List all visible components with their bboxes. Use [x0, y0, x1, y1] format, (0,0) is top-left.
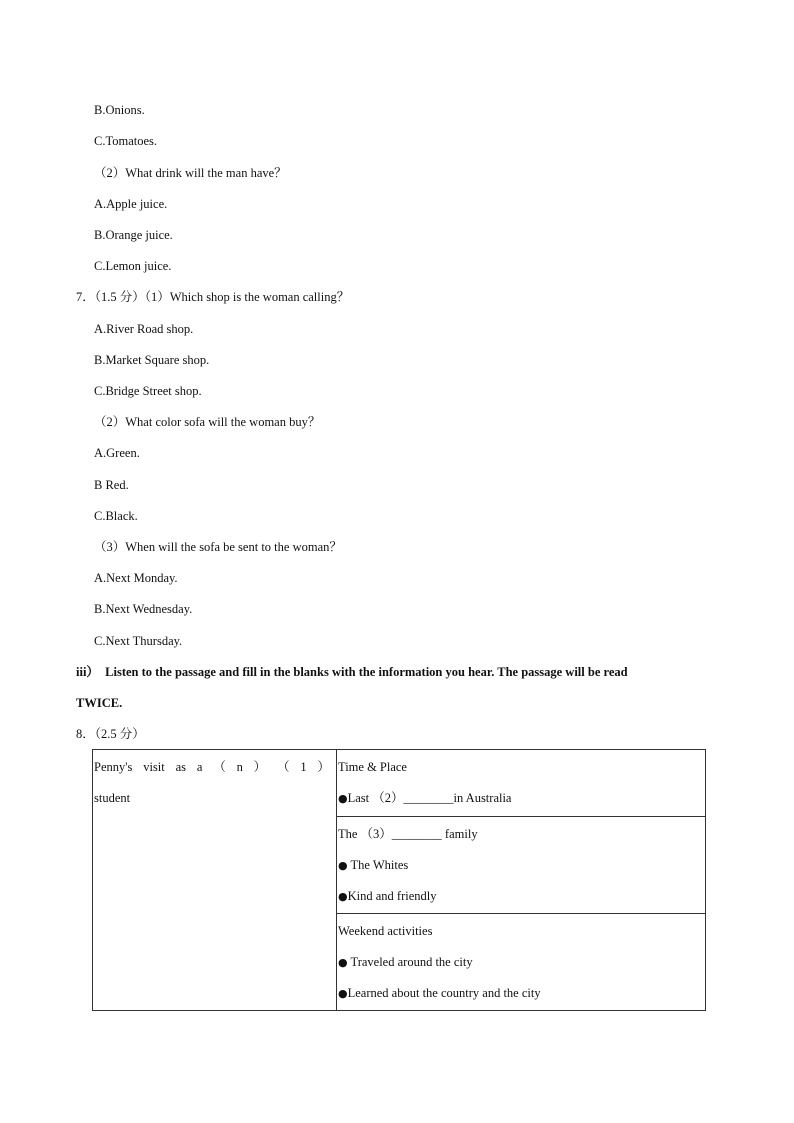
q8-info-table [92, 749, 706, 1011]
paren-open-2: （ [276, 760, 290, 774]
word-visit: visit [143, 760, 165, 774]
word-pennys: Penny's [94, 760, 133, 774]
bullet-icon: ● [338, 987, 348, 1000]
time-place-item-text: Last （2）________in Australia [347, 791, 512, 805]
time-place-item [337, 783, 705, 814]
q6-part2-option-a: A.Apple juice. [94, 197, 168, 211]
q7-part2-option-b: B Red. [94, 478, 129, 492]
bullet-icon: ● [338, 956, 348, 969]
q7-part1-option-b: B.Market Square shop. [94, 353, 210, 367]
paren-close-1: ） [253, 760, 267, 774]
q6-part1-option-b: B.Onions. [94, 103, 145, 117]
weekend-item-1 [337, 947, 705, 978]
bullet-icon: ● [338, 890, 348, 903]
weekend-item-2-text: Learned about the country and the city [347, 986, 541, 1000]
family-cell [337, 817, 706, 914]
family-title: The （3）________ family [338, 827, 478, 841]
weekend-cell [337, 914, 706, 1011]
section-heading-line1: iii） Listen to the passage and fill in the blanks with the information you hear. The passage will be read [76, 665, 628, 679]
word-a: a [196, 760, 203, 774]
family-item-2 [337, 881, 705, 912]
q7-part1-option-c: C.Bridge Street shop. [94, 384, 202, 398]
weekend-item-2 [337, 978, 705, 1009]
q6-part1-option-c: C.Tomatoes. [94, 134, 158, 148]
word-n: n [236, 760, 243, 774]
q6-part2-option-b: B.Orange juice. [94, 228, 173, 242]
weekend-title: Weekend activities [338, 924, 433, 938]
bullet-icon: ● [338, 859, 348, 872]
word-as: as [175, 760, 186, 774]
family-item-1 [337, 850, 705, 881]
q7-part3-option-b: B.Next Wednesday. [94, 602, 193, 616]
left-cell [93, 750, 337, 1011]
left-cell-line2: student [94, 791, 131, 805]
q7-header: 7．（1.5 分）（1）Which shop is the woman calling？ [76, 290, 350, 304]
q8-header: 8．（2.5 分） [76, 727, 145, 741]
q7-part2-option-c: C.Black. [94, 509, 138, 523]
time-place-title: Time & Place [338, 760, 407, 774]
section-heading-line2: TWICE. [76, 696, 123, 710]
q7-part1-option-a: A.River Road shop. [94, 322, 194, 336]
family-item-2-text: Kind and friendly [347, 889, 437, 903]
weekend-item-1-text: Traveled around the city [347, 955, 473, 969]
left-cell-line1 [93, 752, 336, 783]
q7-part2-question: （2）What color sofa will the woman buy？ [94, 415, 321, 429]
paren-open-1: （ [213, 760, 226, 774]
q7-part3-option-a: A.Next Monday. [94, 571, 178, 585]
blank-number-1: 1 [300, 760, 307, 774]
time-place-cell [337, 750, 706, 817]
q7-part3-option-c: C.Next Thursday. [94, 634, 183, 648]
paren-close-2: ） [317, 760, 330, 774]
q6-part2-question: （2）What drink will the man have？ [94, 166, 287, 180]
q7-part3-question: （3）When will the sofa be sent to the woman？ [94, 540, 342, 554]
q6-part2-option-c: C.Lemon juice. [94, 259, 172, 273]
bullet-icon: ● [338, 792, 348, 805]
family-item-1-text: The Whites [347, 858, 409, 872]
q7-part2-option-a: A.Green. [94, 446, 140, 460]
